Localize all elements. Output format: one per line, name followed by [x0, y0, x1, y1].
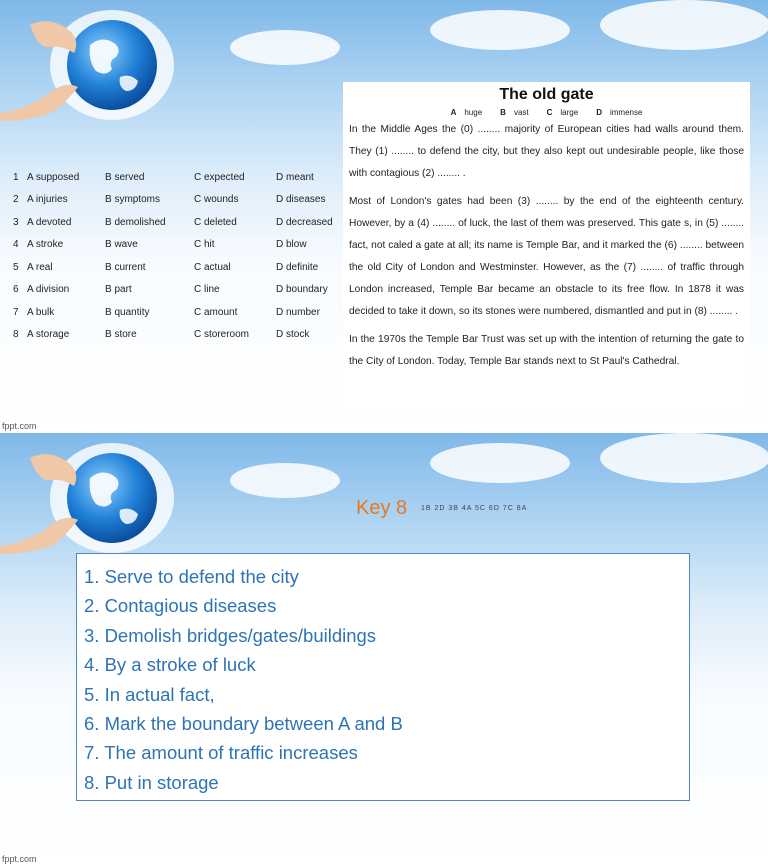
option-row — [13, 324, 338, 347]
answer-options-table — [13, 166, 338, 346]
option-d: D definite — [276, 261, 319, 273]
key-title: Key 8 — [356, 497, 408, 519]
option-number: 6 — [13, 284, 19, 296]
example-option-letter: D — [596, 108, 602, 117]
option-b: B part — [105, 284, 132, 296]
option-number: 8 — [13, 329, 19, 341]
passage — [349, 86, 744, 379]
option-row — [13, 234, 338, 257]
example-option — [547, 108, 579, 117]
option-c: C line — [194, 284, 220, 296]
option-c: C expected — [194, 171, 245, 183]
globe-in-hands-icon — [0, 5, 190, 125]
option-row — [13, 256, 338, 279]
option-d: D stock — [276, 329, 310, 341]
footer-brand: fppt.com — [2, 421, 37, 431]
globe-in-hands-icon — [0, 438, 190, 558]
key-item: 2. Contagious diseases — [84, 595, 277, 617]
paragraph-3: In the 1970s the Temple Bar Trust was set up with the intention of returning the gate to the City of London. Today, Temple Bar stands next to St Paul's Cathedral. — [349, 334, 744, 367]
option-number: 5 — [13, 261, 19, 273]
key-item: 5. In actual fact, — [84, 683, 215, 705]
option-row — [13, 189, 338, 212]
option-c: C amount — [194, 306, 238, 318]
key-item: 4. By a stroke of luck — [84, 654, 256, 676]
option-a: A devoted — [27, 216, 72, 228]
option-b: B wave — [105, 239, 138, 251]
option-a: A real — [27, 261, 53, 273]
option-a: A stroke — [27, 239, 64, 251]
option-c: C wounds — [194, 194, 239, 206]
option-a: A bulk — [27, 306, 55, 318]
example-option — [500, 108, 528, 117]
option-c: C hit — [194, 239, 215, 251]
cloud — [230, 30, 340, 65]
option-d: D diseases — [276, 194, 326, 206]
option-number: 1 — [13, 171, 19, 183]
example-option — [451, 108, 483, 117]
option-row — [13, 279, 338, 302]
option-d: D number — [276, 306, 320, 318]
option-b: B current — [105, 261, 146, 273]
option-number: 2 — [13, 194, 19, 206]
cloud — [600, 0, 768, 50]
option-b: B served — [105, 171, 145, 183]
option-number: 7 — [13, 306, 19, 318]
option-d: D decreased — [276, 216, 333, 228]
key-item: 6. Mark the boundary between A and B — [84, 713, 403, 735]
example-option — [596, 108, 642, 117]
example-option-letter: C — [546, 108, 553, 117]
paragraph-2: Most of London's gates had been (3) ........ by the end of the eighteenth century. However, by a (4) ........ of luck, the last of them was preserved. This gate s, in (5) ........ fact, not caled a gate at all; its name is Temple Bar, and it marked the (6) ........ between the old City of London and Westminster. However, as the (7) ........ of traffic through London increased, Temple Bar became an obstacle to its free flow. In 1878 it was decided to take it down, so its stones were numbered, dismantled and put in (8) ........ . — [349, 196, 744, 317]
option-row — [13, 211, 338, 234]
cloud — [230, 463, 340, 498]
example-option-word: huge — [464, 108, 483, 117]
example-option-word: vast — [513, 108, 529, 117]
example-option-word: immense — [609, 108, 643, 117]
cloud — [600, 433, 768, 483]
option-b: B store — [105, 329, 137, 341]
option-d: D blow — [276, 239, 307, 251]
passage-title: The old gate — [499, 86, 594, 103]
example-option-word: large — [560, 108, 579, 117]
key-item: 7. The amount of traffic increases — [84, 742, 358, 764]
option-a: A division — [27, 284, 70, 296]
example-option-letter: A — [450, 108, 457, 117]
slide-2 — [0, 433, 768, 866]
key-item: 1. Serve to defend the city — [84, 566, 299, 587]
option-d: D boundary — [276, 284, 328, 296]
option-number: 4 — [13, 239, 19, 251]
option-d: D meant — [276, 171, 314, 183]
cloud — [430, 10, 570, 50]
option-a: A injuries — [27, 194, 68, 206]
cloud — [430, 443, 570, 483]
option-a: A storage — [27, 329, 70, 341]
key-item: 3. Demolish bridges/gates/buildings — [84, 624, 377, 646]
option-row — [13, 301, 338, 324]
paragraph-1: In the Middle Ages the (0) ........ majority of European cities had walls around them. They (1) ........ to defend the city, but they also kept out undesirable people, like those with contagious (2) ........ . — [349, 124, 744, 179]
footer-brand: fppt.com — [2, 854, 37, 864]
option-b: B demolished — [105, 216, 166, 228]
option-a: A supposed — [27, 171, 80, 183]
option-row — [13, 166, 338, 189]
key-box — [76, 553, 690, 801]
example-option-letter: B — [500, 108, 506, 117]
key-item: 8. Put in storage — [84, 771, 219, 793]
option-b: B quantity — [105, 306, 150, 318]
option-c: C deleted — [194, 216, 237, 228]
option-c: C storeroom — [194, 329, 250, 341]
option-c: C actual — [194, 261, 231, 273]
example-options — [349, 108, 744, 117]
option-b: B symptoms — [105, 194, 161, 206]
option-number: 3 — [13, 216, 19, 228]
key-answers: 1B 2D 3B 4A 5C 6D 7C 8A — [421, 505, 528, 512]
